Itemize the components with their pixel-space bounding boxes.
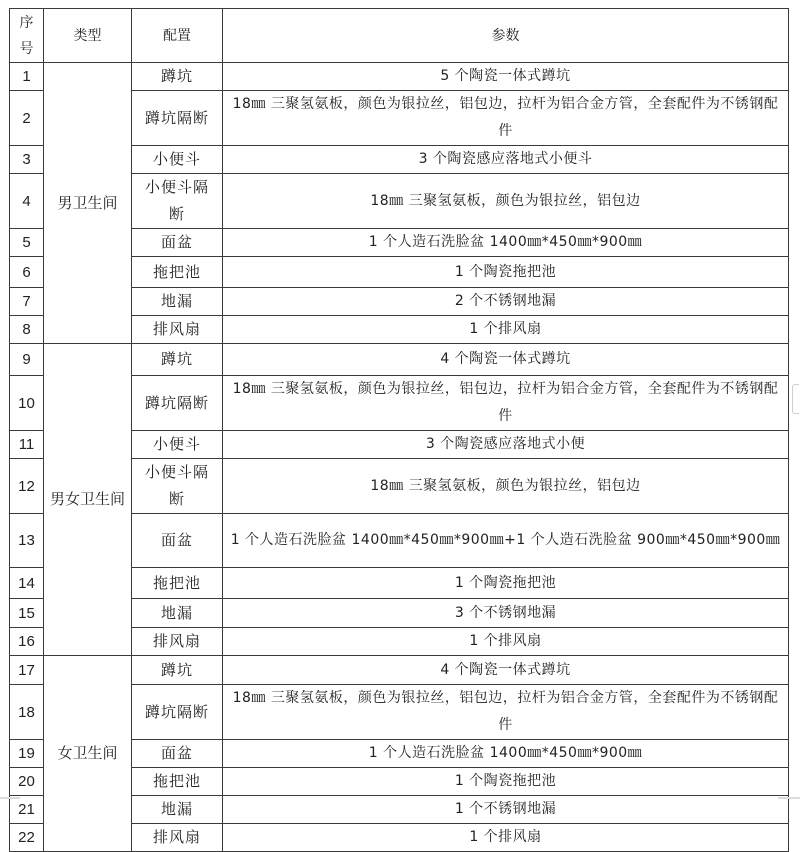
- room-type: 男卫生间: [44, 63, 132, 344]
- config-params: 1 个人造石洗脸盆 1400㎜*450㎜*900㎜: [223, 740, 789, 768]
- config-params: 1 个陶瓷拖把池: [223, 568, 789, 599]
- row-number: 4: [10, 174, 44, 229]
- config-params: 1 个不锈钢地漏: [223, 796, 789, 824]
- config-item: 蹲坑隔断: [132, 685, 223, 740]
- row-number: 17: [10, 656, 44, 685]
- config-item: 排风扇: [132, 824, 223, 852]
- config-item: 小便斗: [132, 431, 223, 459]
- config-params: 4 个陶瓷一体式蹲坑: [223, 656, 789, 685]
- config-params: 1 个人造石洗脸盆 1400㎜*450㎜*900㎜+1 个人造石洗脸盆 900㎜*450㎜*900㎜: [223, 514, 789, 568]
- config-params: 18㎜ 三聚氢氨板，颜色为银拉丝，铝包边，拉杆为铝合金方管，全套配件为不锈钢配件: [223, 91, 789, 146]
- side-edge-mark: [792, 384, 799, 414]
- row-number: 16: [10, 628, 44, 656]
- header-no: [10, 9, 44, 63]
- config-item: 排风扇: [132, 628, 223, 656]
- config-item: 面盆: [132, 514, 223, 568]
- config-params: 1 个排风扇: [223, 824, 789, 852]
- row-number: 11: [10, 431, 44, 459]
- config-item: 地漏: [132, 796, 223, 824]
- config-params: 18㎜ 三聚氢氨板，颜色为银拉丝，铝包边，拉杆为铝合金方管，全套配件为不锈钢配件: [223, 685, 789, 740]
- header-config: 配置: [132, 9, 223, 63]
- table-row: [10, 656, 789, 685]
- config-item: 地漏: [132, 288, 223, 316]
- config-params: 1 个陶瓷拖把池: [223, 257, 789, 288]
- bottom-edge-mark: [0, 797, 20, 799]
- config-item: 面盆: [132, 229, 223, 257]
- row-number: 12: [10, 459, 44, 514]
- config-params: 18㎜ 三聚氢氨板，颜色为银拉丝，铝包边: [223, 174, 789, 229]
- table-body: [10, 63, 789, 852]
- config-params: 1 个排风扇: [223, 628, 789, 656]
- config-item: 蹲坑: [132, 344, 223, 376]
- row-number: 14: [10, 568, 44, 599]
- config-params: 3 个不锈钢地漏: [223, 599, 789, 628]
- header-params: 参数: [223, 9, 789, 63]
- config-params: 18㎜ 三聚氢氨板，颜色为银拉丝，铝包边: [223, 459, 789, 514]
- row-number: 21: [10, 796, 44, 824]
- row-number: 18: [10, 685, 44, 740]
- config-item: 蹲坑隔断: [132, 376, 223, 431]
- room-type: 男女卫生间: [44, 344, 132, 656]
- config-item: 拖把池: [132, 768, 223, 796]
- row-number: 22: [10, 824, 44, 852]
- row-number: 8: [10, 316, 44, 344]
- table-row: [10, 344, 789, 376]
- row-number: 5: [10, 229, 44, 257]
- config-item: 蹲坑: [132, 63, 223, 91]
- config-params: 2 个不锈钢地漏: [223, 288, 789, 316]
- config-params: 1 个陶瓷拖把池: [223, 768, 789, 796]
- config-item: 蹲坑隔断: [132, 91, 223, 146]
- row-number: 6: [10, 257, 44, 288]
- bottom-edge-mark-right: [778, 797, 800, 799]
- config-item: 小便斗隔断: [132, 459, 223, 514]
- row-number: 9: [10, 344, 44, 376]
- config-item: 地漏: [132, 599, 223, 628]
- config-item: 拖把池: [132, 257, 223, 288]
- header-no-line2: 号: [19, 40, 34, 57]
- row-number: 7: [10, 288, 44, 316]
- config-item: 蹲坑: [132, 656, 223, 685]
- row-number: 20: [10, 768, 44, 796]
- table-header: [10, 9, 789, 63]
- config-item: 小便斗: [132, 146, 223, 174]
- config-item: 小便斗隔断: [132, 174, 223, 229]
- config-item: 面盆: [132, 740, 223, 768]
- header-no-line1: 序: [19, 14, 34, 31]
- equipment-spec-table: [9, 8, 789, 852]
- row-number: 10: [10, 376, 44, 431]
- row-number: 13: [10, 514, 44, 568]
- config-params: 3 个陶瓷感应落地式小便: [223, 431, 789, 459]
- row-number: 1: [10, 63, 44, 91]
- config-params: 1 个排风扇: [223, 316, 789, 344]
- row-number: 2: [10, 91, 44, 146]
- config-item: 拖把池: [132, 568, 223, 599]
- config-params: 3 个陶瓷感应落地式小便斗: [223, 146, 789, 174]
- config-item: 排风扇: [132, 316, 223, 344]
- row-number: 15: [10, 599, 44, 628]
- config-params: 5 个陶瓷一体式蹲坑: [223, 63, 789, 91]
- room-type: 女卫生间: [44, 656, 132, 852]
- header-type: 类型: [44, 9, 132, 63]
- config-params: 4 个陶瓷一体式蹲坑: [223, 344, 789, 376]
- config-params: 1 个人造石洗脸盆 1400㎜*450㎜*900㎜: [223, 229, 789, 257]
- row-number: 19: [10, 740, 44, 768]
- config-params: 18㎜ 三聚氢氨板，颜色为银拉丝，铝包边，拉杆为铝合金方管，全套配件为不锈钢配件: [223, 376, 789, 431]
- row-number: 3: [10, 146, 44, 174]
- table-row: [10, 63, 789, 91]
